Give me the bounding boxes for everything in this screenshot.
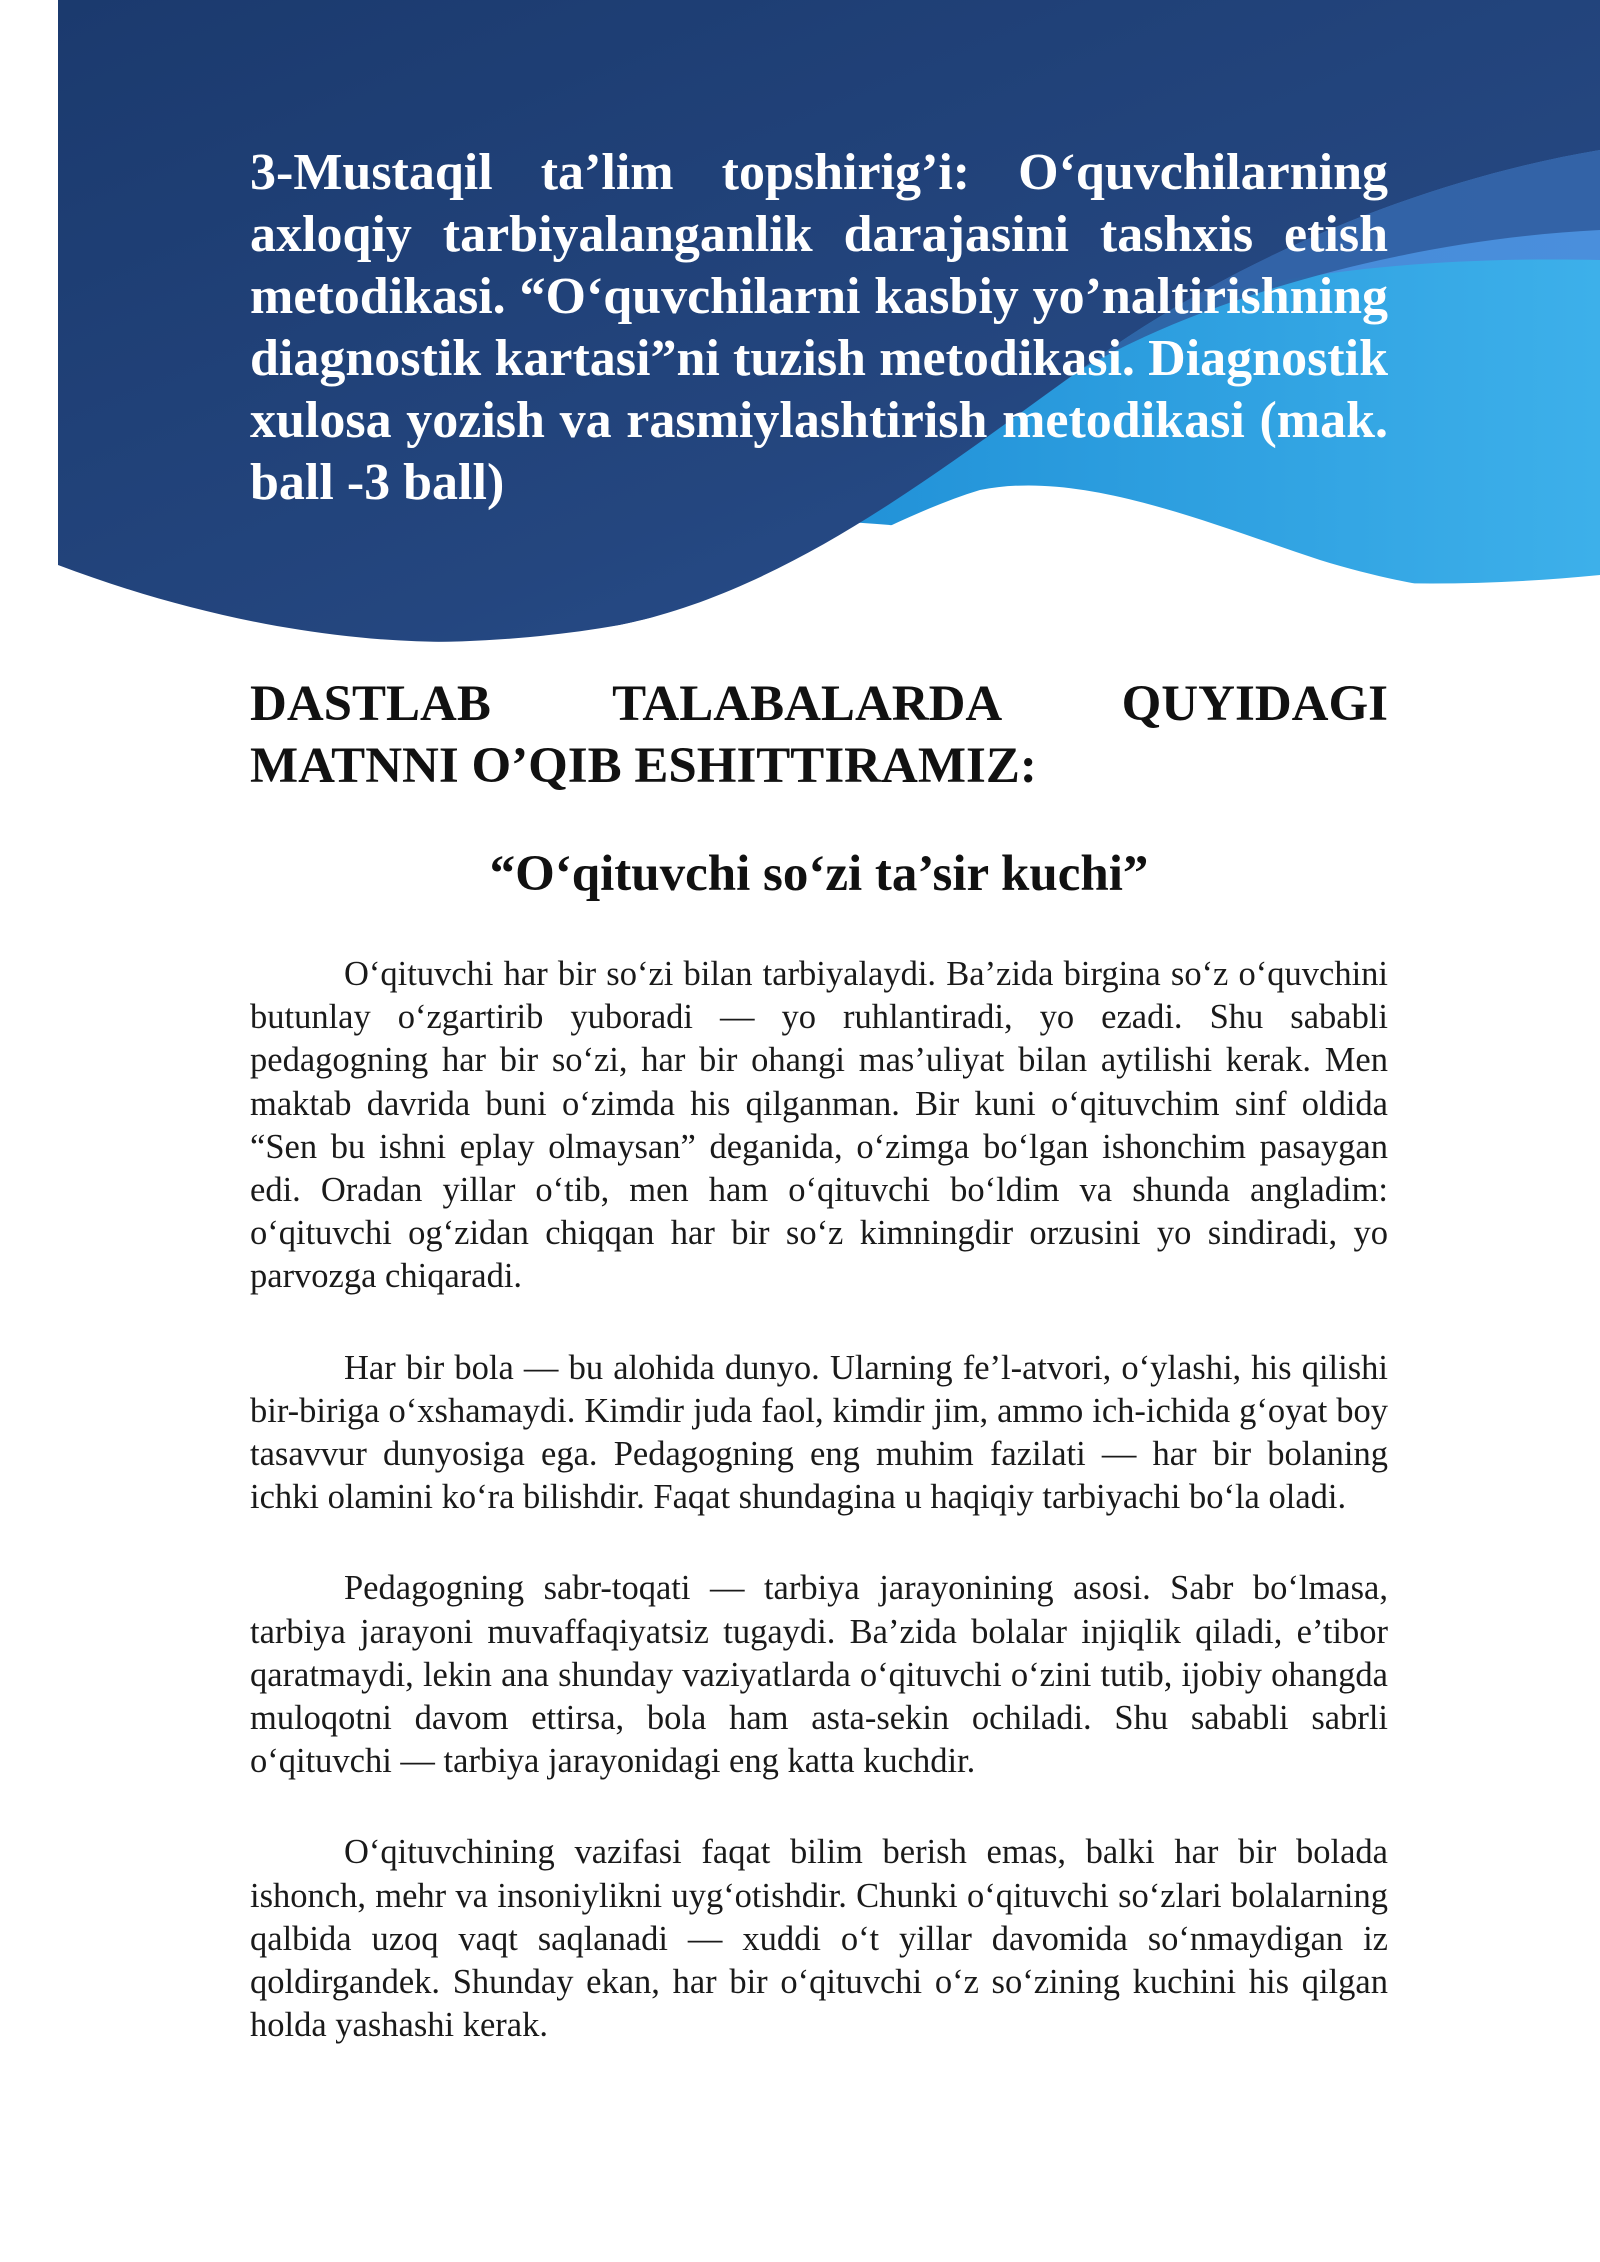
- paragraph: O‘qituvchining vazifasi faqat bilim berish emas, balki har bir bolada ishonch, mehr va insoniylikni uyg‘otishdir. Chunki o‘qituvchi so‘zlari bolalarning qalbida uzoq vaqt saqlanadi — xuddi o‘t yillar davomida so‘nmaydigan iz qoldirgandek. Shunday ekan, har bir o‘qituvchi o‘z so‘zining kuchini his qilgan holda yashashi kerak.: [250, 1833, 1388, 2045]
- article-body: [250, 953, 1388, 2095]
- paragraph: Pedagogning sabr-toqati — tarbiya jarayonining asosi. Sabr bo‘lmasa, tarbiya jarayoni muvaffaqiyatsiz tugaydi. Ba’zida bolalar injiqlik qiladi, e’tibor qaratmaydi, lekin ana shunday vaziyatlarda o‘qituvchi o‘zini tutib, ijobiy ohangda muloqotni davom ettirsa, bola ham asta-sekin ochiladi. Shu sababli sabrli o‘qituvchi — tarbiya jarayonidagi eng katta kuchdir.: [250, 1569, 1388, 1781]
- article-title: “O‘qituvchi so‘zi ta’sir kuchi”: [489, 846, 1149, 902]
- paragraph: O‘qituvchi har bir so‘zi bilan tarbiyalaydi. Ba’zida birgina so‘z o‘quvchini butunlay o‘zgartirib yuboradi — yo ruhlantiradi, yo ezadi. Shu sababli pedagogning har bir so‘zi, har bir ohangi mas’uliyat bilan aytilishi kerak. Men maktab davrida buni o‘zimda his qilganman. Bir kuni o‘qituvchim sinf oldida “Sen bu ishni eplay olmaysan” deganida, o‘zimga bo‘lgan ishonchim pasaygan edi. Oradan yillar o‘tib, men ham o‘qituvchi bo‘ldim va shunda angladim: o‘qituvchi og‘zidan chiqqan har bir so‘z kimningdir orzusini yo sindiradi, yo parvozga chiqaradi.: [250, 955, 1388, 1296]
- paragraph: Har bir bola — bu alohida dunyo. Ularning fe’l-atvori, o‘ylashi, his qilishi bir-biriga o‘xshamaydi. Kimdir juda faol, kimdir jim, ammo ich-ichida g‘oyat boy tasavvur dunyosiga ega. Pedagogning eng muhim fazilati — har bir bolaning ichki olamini ko‘ra bilishdir. Faqat shundagina u haqiqiy tarbiyachi bo‘la oladi.: [250, 1348, 1388, 1517]
- assignment-title: 3-Mustaqil ta’lim topshirig’i: O‘quvchilarning axloqiy tarbiyalanganlik darajasini tashxis etish metodikasi. “O‘quvchilarni kasbiy yo’naltirishning diagnostik kartasi”ni tuzish metodikasi. Diagnostik xulosa yozish va rasmiylashtirish metodikasi (mak. ball -3 ball): [250, 144, 1388, 511]
- section-heading: DASTLAB TALABALARDA QUYIDAGI MATNNI O’QIB ESHITTIRAMIZ:: [250, 676, 1388, 794]
